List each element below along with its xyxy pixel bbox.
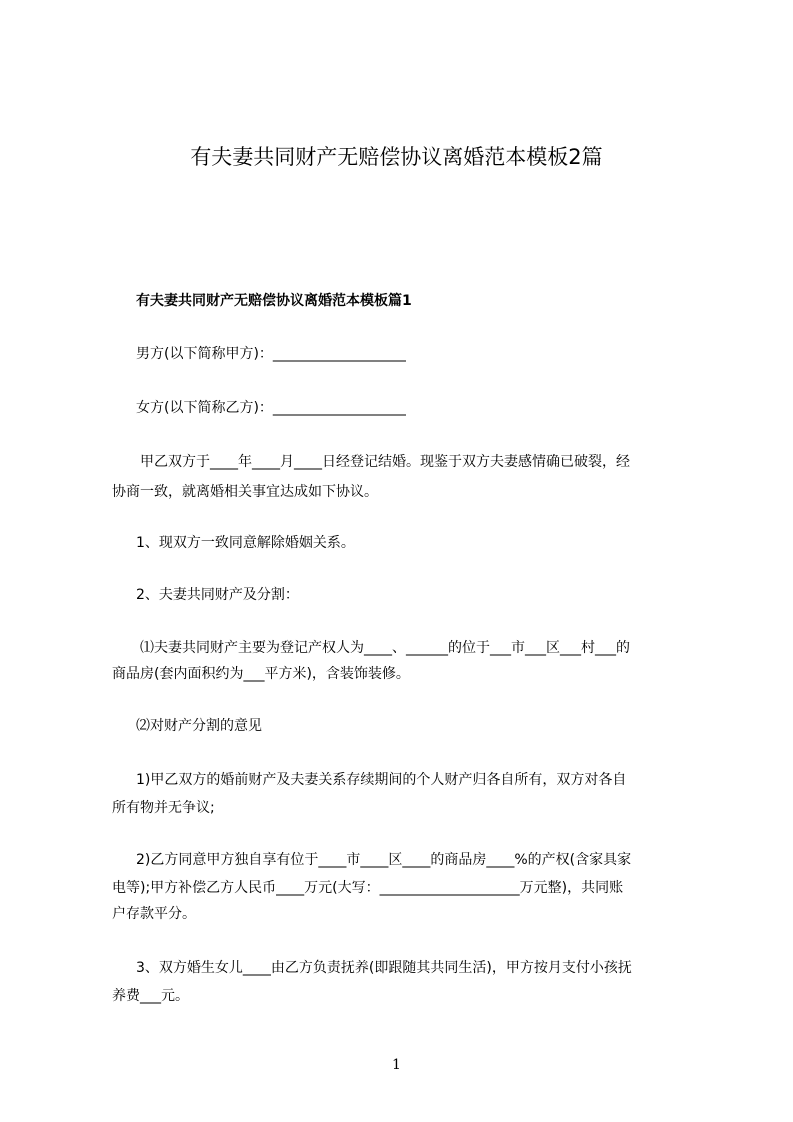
- division-opinion-2-line-3: 户存款平分。: [112, 906, 196, 922]
- property-item-2: ⑵对财产分割的意见: [136, 718, 262, 734]
- division-opinion-1-line-2: 所有物并无争议;: [112, 800, 215, 816]
- section-heading: 有夫妻共同财产无赔偿协议离婚范本模板篇1: [136, 293, 412, 309]
- marriage-paragraph-line-1: 甲乙双方于____年____月____日经登记结婚。现鉴于双方夫妻感情确已破裂，经: [140, 454, 630, 470]
- division-opinion-2-line-1: 2)乙方同意甲方独自享有位于____市____区____的商品房____%的产权(含家具家: [136, 852, 632, 868]
- marriage-paragraph-line-2: 协商一致，就离婚相关事宜达成如下协议。: [112, 484, 378, 500]
- property-item-1-line-1: ⑴夫妻共同财产主要为登记产权人为____、______的位于___市___区___村___的: [140, 640, 630, 656]
- division-opinion-1-line-1: 1)甲乙双方的婚前财产及夫妻关系存续期间的个人财产归各自所有，双方对各自: [136, 772, 627, 788]
- clause-2: 2、夫妻共同财产及分割：: [136, 587, 299, 603]
- page-number: 1: [392, 1057, 401, 1073]
- division-opinion-2-line-2: 电等);甲方补偿乙方人民币____万元(大写：____________________万元整)，共同账: [112, 880, 624, 896]
- clause-3-line-1: 3、双方婚生女儿____由乙方负责抚养(即跟随其共同生活)，甲方按月支付小孩抚: [136, 960, 632, 976]
- clause-3-line-2: 养费___元。: [112, 988, 189, 1004]
- property-item-1-line-2: 商品房(套内面积约为___平方米)，含装饰装修。: [112, 666, 410, 682]
- clause-1: 1、现双方一致同意解除婚姻关系。: [136, 535, 355, 551]
- document-title: 有夫妻共同财产无赔偿协议离婚范本模板2篇: [190, 145, 603, 169]
- female-party-line: 女方(以下简称乙方)：___________________: [136, 400, 406, 416]
- male-party-line: 男方(以下简称甲方)：___________________: [136, 346, 406, 362]
